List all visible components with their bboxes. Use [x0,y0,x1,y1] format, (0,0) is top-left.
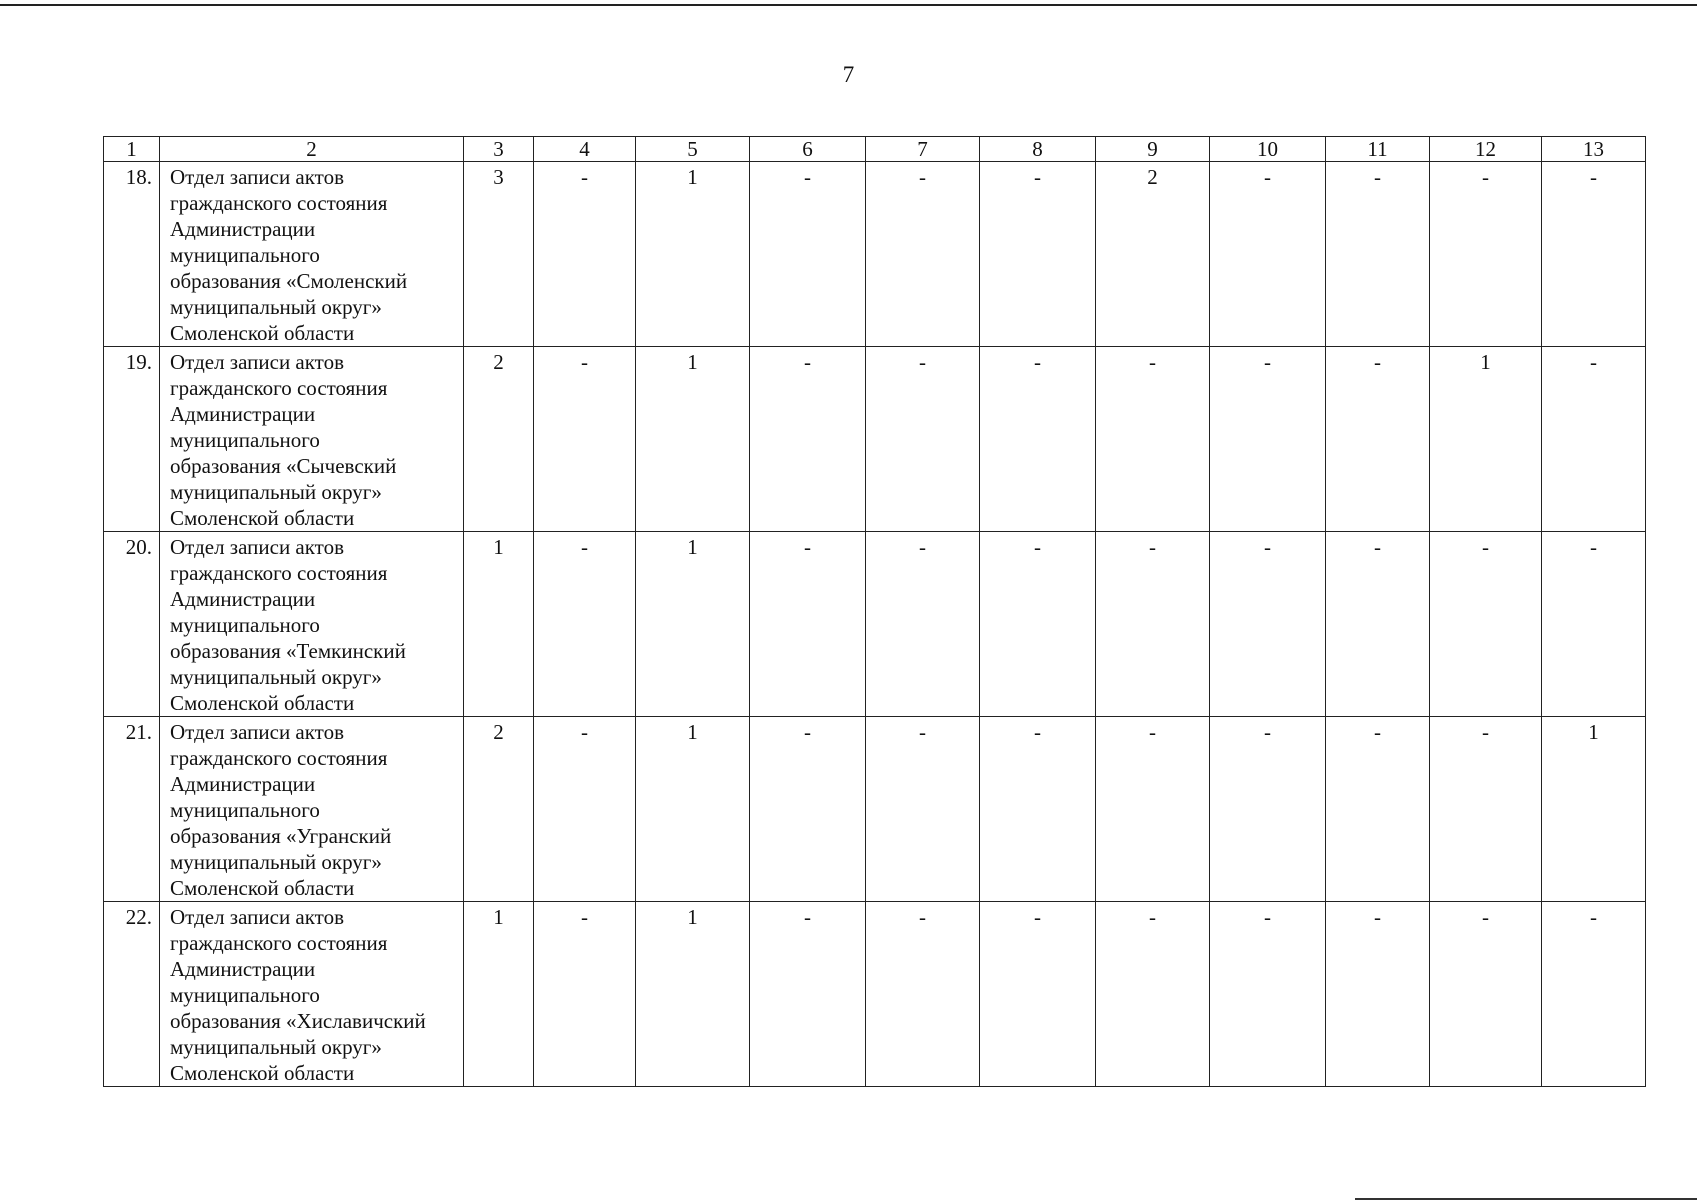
value-cell-col-11: - [1326,347,1430,532]
registry-table [103,136,1646,1087]
value-cell-col-8: - [980,347,1096,532]
department-name-cell [160,532,464,717]
department-name-line: образования «Смоленский [170,269,408,293]
top-border-line [0,4,1697,6]
value-cell-col-6: - [750,717,866,902]
header-cell: 6 [750,137,866,162]
header-cell: 12 [1430,137,1542,162]
table-row [104,902,1646,1087]
value-cell-col-3: 1 [464,902,534,1087]
value-cell-col-12: - [1430,717,1542,902]
department-name-cell [160,717,464,902]
department-name-line: образования «Хиславичский [170,1009,426,1033]
value-cell-col-3: 2 [464,717,534,902]
value-cell-col-9: - [1096,717,1210,902]
table-row [104,347,1646,532]
header-cell: 7 [866,137,980,162]
value-cell-col-5: 1 [636,162,750,347]
department-name-line: муниципальный округ» [170,1035,382,1059]
department-name-line: образования «Сычевский [170,454,397,478]
value-cell-col-5: 1 [636,902,750,1087]
header-cell: 2 [160,137,464,162]
value-cell-col-7: - [866,717,980,902]
value-cell-col-7: - [866,162,980,347]
value-cell-col-3: 3 [464,162,534,347]
department-name-line: Смоленской области [170,876,355,900]
value-cell-col-13: - [1542,532,1646,717]
value-cell-col-10: - [1210,902,1326,1087]
value-cell-col-4: - [534,717,636,902]
value-cell-col-13: - [1542,347,1646,532]
department-name-line: Смоленской области [170,321,355,345]
row-number-cell: 19. [104,347,160,532]
department-name-line: муниципальный округ» [170,295,382,319]
header-cell: 1 [104,137,160,162]
header-cell: 13 [1542,137,1646,162]
value-cell-col-3: 2 [464,347,534,532]
value-cell-col-10: - [1210,532,1326,717]
department-name-line: образования «Угранский [170,824,392,848]
value-cell-col-6: - [750,162,866,347]
department-name-line: муниципального [170,243,320,267]
department-name-line: муниципального [170,613,320,637]
department-name-line: муниципального [170,983,320,1007]
value-cell-col-13: 1 [1542,717,1646,902]
table-row [104,532,1646,717]
value-cell-col-3: 1 [464,532,534,717]
department-name-line: образования «Темкинский [170,639,406,663]
value-cell-col-9: - [1096,532,1210,717]
value-cell-col-4: - [534,162,636,347]
value-cell-col-11: - [1326,717,1430,902]
value-cell-col-11: - [1326,532,1430,717]
table-row [104,717,1646,902]
value-cell-col-12: - [1430,902,1542,1087]
value-cell-col-13: - [1542,902,1646,1087]
table-body [104,162,1646,1087]
department-name-line: муниципального [170,428,320,452]
department-name-line: гражданского состояния [170,191,388,215]
department-name-line: гражданского состояния [170,746,388,770]
row-number-cell: 22. [104,902,160,1087]
department-name-line: гражданского состояния [170,561,388,585]
department-name-cell [160,902,464,1087]
department-name-line: Смоленской области [170,1061,355,1085]
table-row [104,162,1646,347]
page-number: 7 [842,62,855,87]
department-name-line: муниципального [170,798,320,822]
header-cell: 5 [636,137,750,162]
department-name-line: Администрации [170,772,316,796]
department-name-line: Администрации [170,402,316,426]
value-cell-col-6: - [750,347,866,532]
department-name-line: Смоленской области [170,506,355,530]
value-cell-col-4: - [534,347,636,532]
value-cell-col-12: - [1430,162,1542,347]
value-cell-col-8: - [980,532,1096,717]
department-name-line: Отдел записи актов [170,720,344,744]
department-name-line: Администрации [170,217,316,241]
row-number-cell: 21. [104,717,160,902]
value-cell-col-5: 1 [636,532,750,717]
department-name-line: Администрации [170,587,316,611]
value-cell-col-4: - [534,532,636,717]
value-cell-col-9: - [1096,902,1210,1087]
row-number-cell: 20. [104,532,160,717]
value-cell-col-9: - [1096,347,1210,532]
department-name-line: муниципальный округ» [170,850,382,874]
header-cell: 11 [1326,137,1430,162]
department-name-line: Администрации [170,957,316,981]
value-cell-col-11: - [1326,162,1430,347]
department-name-line: Отдел записи актов [170,535,344,559]
header-cell: 10 [1210,137,1326,162]
value-cell-col-12: - [1430,532,1542,717]
value-cell-col-7: - [866,902,980,1087]
value-cell-col-4: - [534,902,636,1087]
value-cell-col-10: - [1210,717,1326,902]
department-name-line: Смоленской области [170,691,355,715]
department-name-cell [160,347,464,532]
header-cell: 8 [980,137,1096,162]
value-cell-col-8: - [980,717,1096,902]
department-name-line: Отдел записи актов [170,350,344,374]
value-cell-col-8: - [980,902,1096,1087]
value-cell-col-7: - [866,532,980,717]
value-cell-col-10: - [1210,162,1326,347]
value-cell-col-7: - [866,347,980,532]
value-cell-col-5: 1 [636,717,750,902]
department-name-line: муниципальный округ» [170,480,382,504]
department-name-line: гражданского состояния [170,931,388,955]
header-row [104,137,1646,162]
table-header [104,137,1646,162]
department-name-cell [160,162,464,347]
value-cell-col-6: - [750,532,866,717]
department-name-line: муниципальный округ» [170,665,382,689]
department-name-line: гражданского состояния [170,376,388,400]
header-cell: 4 [534,137,636,162]
value-cell-col-11: - [1326,902,1430,1087]
department-name-line: Отдел записи актов [170,905,344,929]
value-cell-col-13: - [1542,162,1646,347]
header-cell: 3 [464,137,534,162]
department-name-line: Отдел записи актов [170,165,344,189]
value-cell-col-10: - [1210,347,1326,532]
value-cell-col-12: 1 [1430,347,1542,532]
value-cell-col-8: - [980,162,1096,347]
value-cell-col-5: 1 [636,347,750,532]
row-number-cell: 18. [104,162,160,347]
header-cell: 9 [1096,137,1210,162]
value-cell-col-6: - [750,902,866,1087]
value-cell-col-9: 2 [1096,162,1210,347]
